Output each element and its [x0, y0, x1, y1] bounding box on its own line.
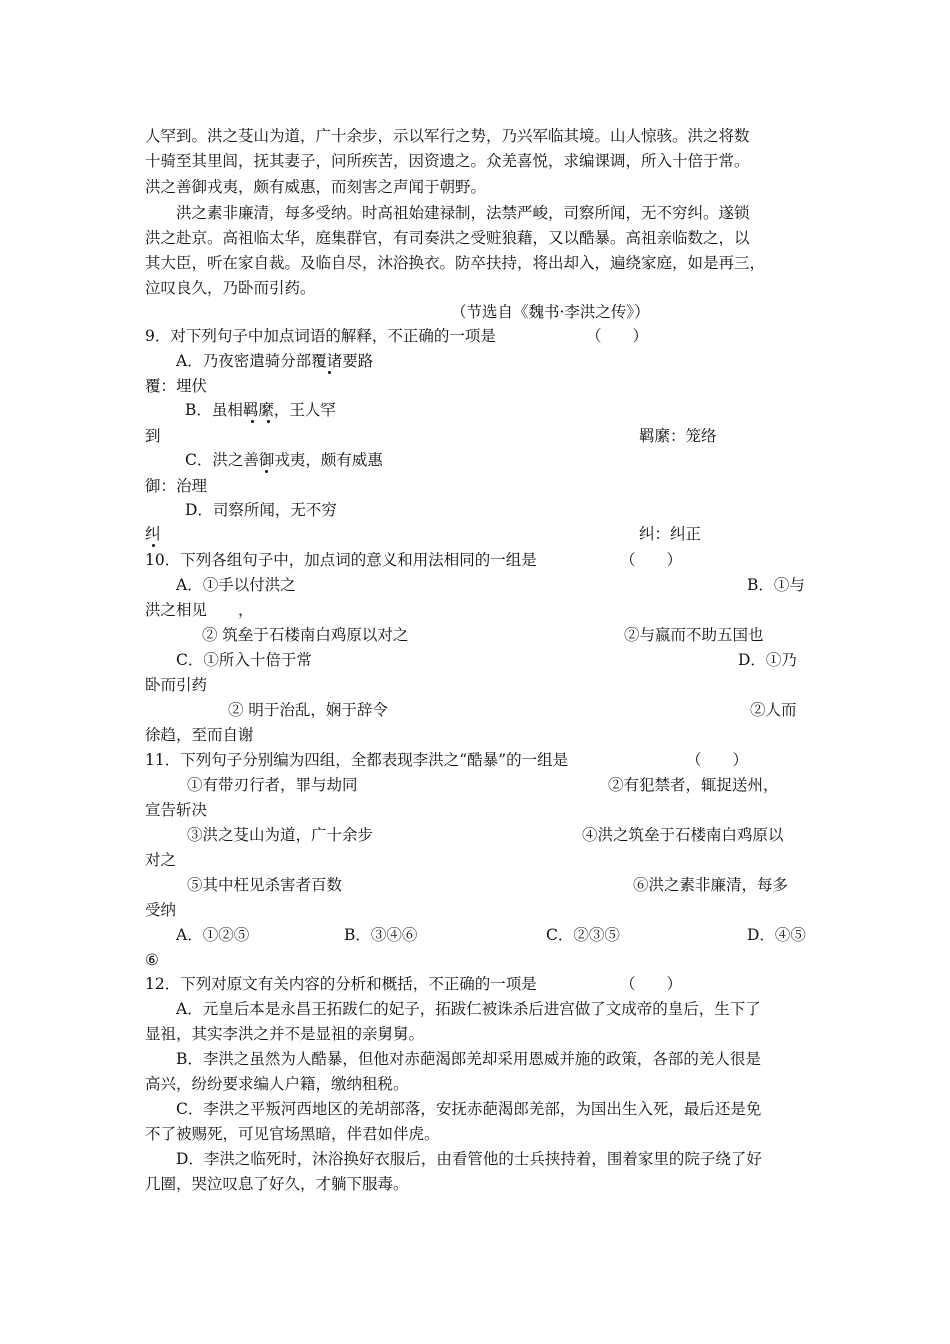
q9-option-c-gloss: 御：治理: [145, 477, 208, 495]
q9-answer-paren: （ ）: [586, 327, 649, 345]
passage-line-6: 其大臣，听在家自裁。及临自尽，沐浴换衣。防卒扶持，将出却入，遍绕家庭，如是再三，: [145, 254, 766, 272]
q11-option-d: D．④⑤: [747, 926, 806, 944]
q12-option-c-line1: C．李洪之平叛河西地区的羌胡部落，安抚赤葩渴郎羌部，为国出生入死，最后还是免: [176, 1100, 762, 1118]
q10-option-d1: D．①乃: [738, 651, 797, 669]
q9-option-d: D．司察所闻，无不穷: [185, 501, 337, 519]
passage-line-2: 十骑至其里闾，抚其妻子，问所疾苦，因资遗之。众羌喜悦，求编课调，所入十倍于常。: [145, 152, 750, 170]
q12-option-a-line2: 显祖，其实李洪之并不是显祖的亲舅舅。: [145, 1025, 425, 1043]
q12-answer-paren: （ ）: [620, 975, 683, 993]
q11-item-4-cont: 对之: [145, 851, 177, 869]
q12-option-d-line2: 几圈，哭泣叹息了好久，才躺下服毒。: [145, 1175, 409, 1193]
passage-line-1: 人罕到。洪之芟山为道，广十余步，示以军行之势，乃兴军临其境。山人惊骇。洪之将数: [145, 127, 750, 145]
q11-stem: 11．下列句子分别编为四组，全都表现李洪之“酷暴”的一组是: [145, 751, 569, 769]
q11-option-a: A．①②⑤: [176, 926, 250, 944]
emphasis-dot: [152, 544, 155, 547]
q12-stem: 12．下列对原文有关内容的分析和概括，不正确的一项是: [145, 975, 537, 993]
passage-line-3: 洪之善御戎夷，颇有威惠，而刻害之声闻于朝野。: [145, 178, 487, 196]
q11-item-3: ③洪之芟山为道，广十余步: [187, 826, 374, 844]
q11-option-c: C．②③⑤: [546, 926, 620, 944]
q9-stem: 9．对下列句子中加点词语的解释，不正确的一项是: [145, 327, 496, 345]
q9-option-b: B．虽相羁縻，王人罕: [185, 401, 336, 419]
emphasis-dot: [251, 420, 254, 423]
q10-option-d2: ②人而: [750, 701, 797, 719]
emphasis-dot: [267, 420, 270, 423]
q11-item-1: ①有带刃行者，罪与劫同: [187, 776, 358, 794]
q12-option-d-line1: D．李洪之临死时，沐浴换好衣服后，由看管他的士兵挟持着，围着家里的院子绕了好: [176, 1150, 762, 1168]
q11-item-4: ④洪之筑垒于石楼南白鸡原以: [582, 826, 784, 844]
q11-option-b: B．③④⑥: [344, 926, 418, 944]
q11-item-5: ⑤其中枉见杀害者百数: [187, 876, 343, 894]
q11-option-d-cont: ⑥: [145, 951, 159, 969]
q9-option-c: C．洪之善御戎夷，颇有威惠: [185, 451, 383, 469]
q12-option-b-line1: B．李洪之虽然为人酷暴，但他对赤葩渴郎羌却采用恩威并施的政策，各部的羌人很是: [176, 1050, 761, 1068]
emphasis-dot: [328, 371, 331, 374]
passage-line-7: 泣叹良久，乃卧而引药。: [145, 279, 316, 297]
q10-option-c2: ② 明于治乱，娴于辞令: [228, 701, 388, 719]
q11-item-6: ⑥洪之素非廉清，每多: [633, 876, 789, 894]
q10-option-d1-cont: 卧而引药: [145, 676, 208, 694]
passage-line-5: 洪之赴京。高祖临太华，庭集群官，有司奏洪之受赃狼藉，又以酷暴。高祖亲临数之，以: [145, 229, 750, 247]
q9-option-a-gloss: 覆：埋伏: [145, 377, 208, 395]
q12-option-a-line1: A．元皇后本是永昌王拓跋仁的妃子，拓跋仁被诛杀后进宫做了文成帝的皇后，生下了: [176, 1000, 761, 1018]
q10-stem: 10．下列各组句子中，加点词的意义和用法相同的一组是: [145, 551, 537, 569]
q10-option-b1-cont: 洪之相见 ，: [145, 601, 254, 619]
q11-item-6-cont: 受纳: [145, 901, 177, 919]
q9-option-a: A．乃夜密遣骑分部覆诸要路: [176, 352, 374, 370]
q11-answer-paren: （ ）: [686, 751, 749, 769]
q10-option-d2-cont: 徐趋，至而自谢: [145, 726, 254, 744]
q9-option-d-cont: 纠: [145, 525, 161, 543]
passage-source: （节选自《魏书·李洪之传》）: [451, 303, 650, 321]
q9-option-b-cont: 到: [145, 427, 161, 445]
q11-item-2: ②有犯禁者，辄捉送州，: [608, 776, 779, 794]
q12-option-b-line2: 高兴，纷纷要求编人户籍，缴纳租税。: [145, 1075, 409, 1093]
q10-option-c1: C．①所入十倍于常: [176, 651, 312, 669]
emphasis-dot: [265, 470, 268, 473]
q9-option-d-gloss: 纠：纠正: [639, 525, 702, 543]
q10-answer-paren: （ ）: [620, 551, 683, 569]
q10-option-a1: A．①手以付洪之: [176, 576, 296, 594]
q9-option-b-gloss: 羁縻：笼络: [639, 427, 717, 445]
passage-line-4: 洪之素非廉清，每多受纳。时高祖始建禄制，法禁严峻，司察所闻，无不穷纠。遂锁: [176, 204, 750, 222]
q10-option-b1: B．①与: [747, 576, 805, 594]
q11-item-2-cont: 宣告斩决: [145, 801, 208, 819]
q10-option-b2: ②与嬴而不助五国也: [624, 626, 764, 644]
q10-option-a2: ② 筑垒于石楼南白鸡原以对之: [202, 626, 409, 644]
q12-option-c-line2: 不了被赐死，可见官场黑暗，伴君如伴虎。: [145, 1125, 440, 1143]
